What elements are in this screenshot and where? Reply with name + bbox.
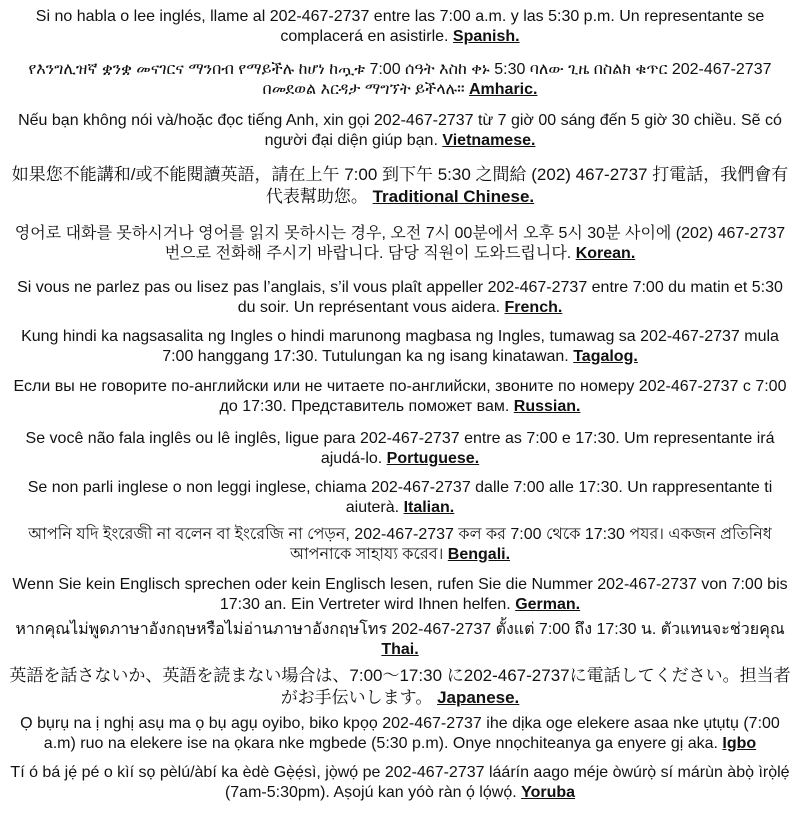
language-label: Igbo xyxy=(722,735,757,752)
notice-text: Si no habla o lee inglés, llame al 202-467-2737 entre las 7:00 a.m. y las 5:30 p.m. Un representante se complacerá en asistirle. xyxy=(35,8,765,45)
notice-text: Kung hindi ka nagsasalita ng Ingles o hindi marunong magbasa ng Ingles, tumawag sa 202-467-2737 mula 7:00 hanggang 17:30. Tutulungan ka ng isang kinatawan. xyxy=(21,328,779,365)
notice-tagalog xyxy=(8,327,792,367)
language-label: Japanese. xyxy=(437,688,520,707)
notice-traditional-chinese xyxy=(8,164,792,208)
language-label: Korean. xyxy=(575,245,636,262)
language-label: French. xyxy=(504,299,563,316)
notice-text: 如果您不能講和/或不能閱讀英語，請在上午 7:00 到下午 5:30 之間給 (202) 467-2737 打電話，我們會有代表幫助您。 xyxy=(11,165,789,206)
notice-text: Tí ó bá jẹ́ pé o kìí sọ pèlú/àbí ka èdè Gẹ̀ẹ́sì, jọ̀wọ́ pe 202-467-2737 láárín aago méje òwúrọ̀ sí márùn àbọ̀ ìrọ̀lẹ́ (7am-5:30pm). Aṣojú kan yóò ràn ọ́ lọ́wọ́. xyxy=(10,764,790,801)
notice-vietnamese xyxy=(8,111,792,151)
notice-german xyxy=(8,575,792,615)
notice-thai xyxy=(8,620,792,660)
notice-portuguese xyxy=(8,429,792,469)
notice-korean xyxy=(8,224,792,264)
notice-text: Se você não fala inglês ou lê inglês, ligue para 202-467-2737 entre as 7:00 e 17:30. Um representante irá ajudá-lo. xyxy=(25,430,775,467)
language-label: Traditional Chinese. xyxy=(372,187,535,206)
language-label: Bengali. xyxy=(447,546,511,563)
notice-yoruba xyxy=(8,763,792,803)
language-label: Yoruba xyxy=(521,784,576,801)
notice-igbo xyxy=(8,714,792,754)
notice-bengali xyxy=(8,525,792,565)
notice-text: 영어로 대화를 못하시거나 영어를 읽지 못하시는 경우, 오전 7시 00분에서 오후 5시 30분 사이에 (202) 467-2737번으로 전화해 주시기 바랍니다. 담당 직원이 도와드립니다. xyxy=(14,225,786,262)
language-label: Portuguese. xyxy=(386,450,480,467)
notice-text: የእንግሊዝኛ ቋንቋ መናገርና ማንበብ የማይችሉ ከሆነ ከጧቱ 7:00 ሰዓት እስከ ቀኑ 5:30 ባለው ጊዜ በስልክ ቁጥር 202-467-2737 በመደወል እርዳታ ማግኘት ይችላሉ። xyxy=(28,61,772,98)
notice-text: আপনি যদি ইংরেজী না বলেন বা ইংরেজি না পেড়ন, 202-467-2737 কল কর 7:00 থেকে 17:30 পযর। একজন প্রতিনিধ আপনাকে সাহায্য করেব। xyxy=(28,526,772,563)
language-label: Thai. xyxy=(381,641,419,658)
language-label: Vietnamese. xyxy=(442,132,536,149)
notice-french xyxy=(8,278,792,318)
notice-text: Ọ bụrụ na ị nghị asụ ma ọ bụ agụ oyibo, biko kpọọ 202-467-2737 ihe dịka oge elekere asaa nke ụtụtụ (7:00 a.m) ruo na elekere ise na ọkara nke mgbede (5:30 p.m). Onye nnọchiteanya ga enyere gị aka. xyxy=(20,715,780,752)
notice-text: Se non parli inglese o non leggi inglese, chiama 202-467-2737 dalle 7:00 alle 17:30. Un rappresentante ti aiuterà. xyxy=(27,479,773,516)
notice-japanese xyxy=(8,665,792,709)
notice-italian xyxy=(8,478,792,518)
language-label: Spanish. xyxy=(452,28,520,45)
notice-text: Nếu bạn không nói và/hoặc đọc tiếng Anh, xin gọi 202-467-2737 từ 7 giờ 00 sáng đến 5 giờ 30 chiều. Sẽ có người đại diện giúp bạn. xyxy=(18,112,782,149)
notice-text: Если вы не говорите по-английски или не читаете по-английски, звоните по номеру 202-467-2737 с 7:00 до 17:30. Представитель поможет вам. xyxy=(13,378,787,415)
language-label: Italian. xyxy=(403,499,455,516)
notice-russian xyxy=(8,377,792,417)
notice-spanish xyxy=(8,7,792,47)
notice-amharic xyxy=(8,60,792,100)
notice-text: 英語を話さないか、英語を読まない場合は、7:00〜17:30 に202-467-2737に電話してください。担当者がお手伝いします。 xyxy=(9,666,791,707)
notice-text: Wenn Sie kein Englisch sprechen oder kein Englisch lesen, rufen Sie die Nummer 202-467-2737 von 7:00 bis 17:30 an. Ein Vertreter wird Ihnen helfen. xyxy=(12,576,788,613)
notice-text: หากคุณไม่พูดภาษาอังกฤษหรือไม่อ่านภาษาอังกฤษโทร 202-467-2737 ตั้งแต่ 7:00 ถึง 17:30 น. ตัวแทนจะช่วยคุณ xyxy=(15,621,785,638)
language-label: German. xyxy=(515,596,581,613)
language-label: Amharic. xyxy=(469,81,538,98)
notice-text: Si vous ne parlez pas ou lisez pas l’anglais, s’il vous plaît appeller 202-467-2737 entre 7:00 du matin et 5:30 du soir. Un représentant vous aidera. xyxy=(17,279,783,316)
language-label: Russian. xyxy=(513,398,581,415)
language-label: Tagalog. xyxy=(573,348,638,365)
